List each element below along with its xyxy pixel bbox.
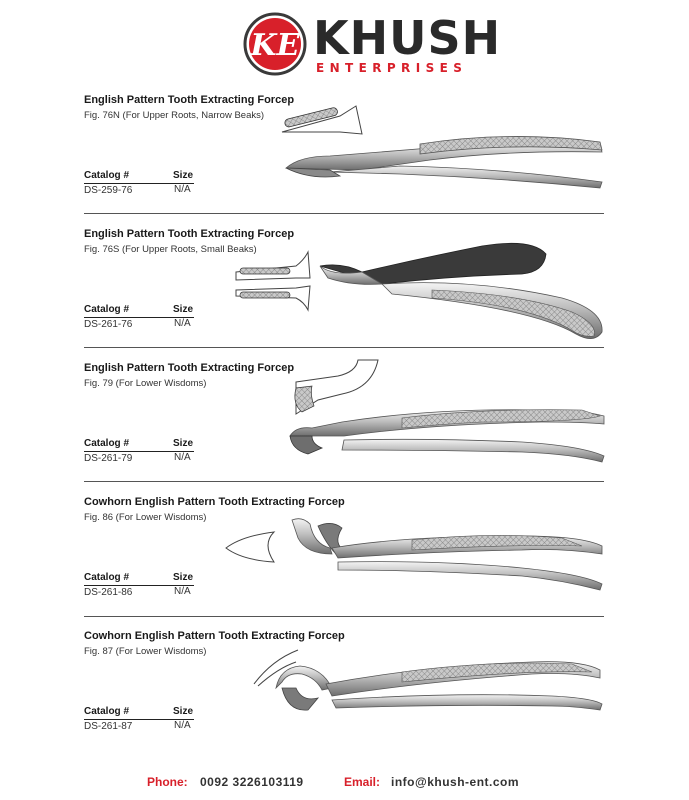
beak-detail-icon (226, 532, 274, 562)
product-title: Cowhorn English Pattern Tooth Extracting Forcep (84, 496, 345, 508)
catalog-header: Catalog # (84, 170, 130, 181)
forcep-illustration (232, 238, 612, 348)
beak-detail-icon (236, 252, 310, 310)
catalog-number: DS-261-79 (84, 453, 133, 464)
catalog-header: Catalog # (84, 572, 130, 583)
email-label: Email: (344, 775, 381, 789)
phone-label: Phone: (147, 775, 188, 789)
forcep-illustration (252, 648, 604, 732)
size-value: N/A (174, 452, 191, 463)
size-value: N/A (174, 184, 191, 195)
product-subtitle: Fig. 87 (For Lower Wisdoms) (84, 646, 207, 657)
beak-detail-icon (295, 360, 378, 414)
catalog-number: DS-261-76 (84, 319, 133, 330)
brand-logo (243, 11, 502, 76)
catalog-header: Catalog # (84, 438, 130, 449)
monogram-text: KE (250, 28, 300, 63)
product-title: English Pattern Tooth Extracting Forcep (84, 228, 295, 240)
phone-number: 0092 3226103119 (200, 775, 304, 789)
section-divider (84, 213, 604, 214)
catalog-number: DS-261-86 (84, 587, 133, 598)
size-header: Size (173, 706, 194, 717)
product-subtitle: Fig. 79 (For Lower Wisdoms) (84, 378, 207, 389)
size-header: Size (173, 572, 194, 583)
contact-footer (0, 775, 689, 793)
product-title: Cowhorn English Pattern Tooth Extracting Forcep (84, 630, 345, 642)
ke-monogram-icon (243, 12, 307, 76)
product-title: English Pattern Tooth Extracting Forcep (84, 94, 295, 106)
brand-name: KHUSH (313, 11, 502, 65)
catalog-header: Catalog # (84, 304, 130, 315)
size-value: N/A (174, 586, 191, 597)
size-header: Size (173, 170, 194, 181)
size-header: Size (173, 438, 194, 449)
forcep-illustration (282, 358, 608, 468)
size-header: Size (173, 304, 194, 315)
section-divider (84, 347, 604, 348)
product-subtitle: Fig. 76N (For Upper Roots, Narrow Beaks) (84, 110, 265, 121)
catalog-header: Catalog # (84, 706, 130, 717)
product-subtitle: Fig. 86 (For Lower Wisdoms) (84, 512, 207, 523)
beak-detail-icon (282, 106, 362, 134)
catalog-number: DS-259-76 (84, 185, 133, 196)
catalog-number: DS-261-87 (84, 721, 133, 732)
brand-subtitle: ENTERPRISES (316, 61, 468, 75)
product-title: English Pattern Tooth Extracting Forcep (84, 362, 295, 374)
product-subtitle: Fig. 76S (For Upper Roots, Small Beaks) (84, 244, 257, 255)
forcep-illustration (222, 514, 608, 604)
email-address: info@khush-ent.com (391, 775, 520, 789)
section-divider (84, 616, 604, 617)
section-divider (84, 481, 604, 482)
size-value: N/A (174, 720, 191, 731)
forcep-illustration (270, 98, 610, 198)
size-value: N/A (174, 318, 191, 329)
